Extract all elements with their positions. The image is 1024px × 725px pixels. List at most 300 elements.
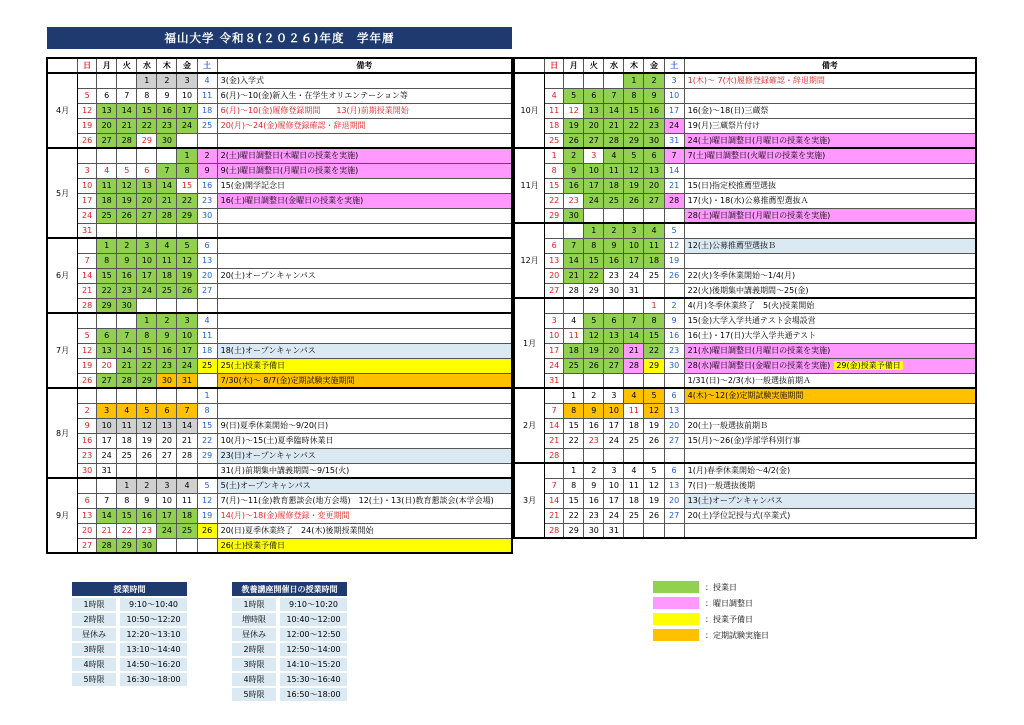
day-cell: 22 <box>644 343 664 358</box>
day-cell: 28 <box>157 208 177 223</box>
day-cell <box>97 73 117 88</box>
note-text: 15(日)指定校推薦型選抜 <box>687 181 777 190</box>
day-cell: 24 <box>177 358 197 373</box>
note-text: 15(金)開学記念日 <box>220 181 286 190</box>
week-row <box>514 193 976 208</box>
day-cell: 31 <box>78 223 97 238</box>
day-cell: 23 <box>78 448 97 463</box>
note-cell <box>684 163 976 178</box>
day-cell: 26 <box>624 193 644 208</box>
day-cell: 30 <box>117 298 137 313</box>
times-row <box>232 627 347 642</box>
day-cell <box>137 298 157 313</box>
note-text: 1(月)春季休業開始～4/2(金) <box>687 466 791 476</box>
week-row <box>514 388 976 403</box>
day-cell: 5 <box>117 163 137 178</box>
day-cell: 15 <box>624 103 644 118</box>
times-row <box>72 672 187 687</box>
day-cell <box>78 73 97 88</box>
note-text: 22(火)後期集中講義期間～25(金) <box>687 285 809 295</box>
day-cell: 18 <box>117 433 137 448</box>
day-cell: 21 <box>177 433 197 448</box>
day-cell: 16 <box>644 103 664 118</box>
week-row <box>514 478 976 493</box>
note-cell <box>217 253 512 268</box>
day-cell: 24 <box>584 193 604 208</box>
day-cell: 31 <box>97 463 117 478</box>
note-cell <box>217 118 512 133</box>
week-row <box>47 328 512 343</box>
day-cell: 5 <box>564 88 584 103</box>
day-cell: 18 <box>564 343 584 358</box>
note-text: 31(月)前期集中講義期間～9/15(火) <box>220 465 350 475</box>
legend-swatch <box>653 581 699 593</box>
note-cell <box>684 373 976 388</box>
day-cell: 18 <box>644 253 664 268</box>
week-row <box>514 118 976 133</box>
note-text: 6(月)～10(金)履修登録期間 13(月)前期授業開始 <box>220 106 409 115</box>
week-row <box>47 88 512 103</box>
day-cell: 7 <box>117 88 137 103</box>
day-cell: 27 <box>197 283 217 298</box>
day-cell: 18 <box>197 343 217 358</box>
day-cell <box>78 148 97 163</box>
day-cell: 8 <box>564 478 584 493</box>
day-cell: 23 <box>137 523 157 538</box>
day-cell: 20 <box>97 358 117 373</box>
note-cell <box>684 238 976 253</box>
week-row <box>47 358 512 373</box>
day-cell <box>644 523 664 538</box>
day-cell: 12 <box>197 493 217 508</box>
day-cell: 30 <box>137 538 157 553</box>
period-time: 12:50～14:00 <box>278 642 347 657</box>
period-label: 1時限 <box>72 597 118 612</box>
day-cell: 10 <box>137 253 157 268</box>
day-cell: 2 <box>117 238 137 253</box>
period-label: 4時限 <box>232 672 278 687</box>
day-cell: 18 <box>157 268 177 283</box>
day-cell <box>78 388 97 403</box>
week-row <box>47 163 512 178</box>
day-cell: 10 <box>664 88 684 103</box>
day-cell <box>78 313 97 328</box>
day-cell: 21 <box>117 118 137 133</box>
day-cell: 26 <box>177 283 197 298</box>
note-text: 28(水)曜日調整日(金曜日の授業を実施) <box>687 361 831 370</box>
note-cell <box>217 388 512 403</box>
day-cell: 13 <box>97 343 117 358</box>
day-cell <box>197 463 217 478</box>
day-cell: 10 <box>177 88 197 103</box>
weekday-header: 火 <box>584 58 604 73</box>
note-text: 1(木)～ 7(水)履修登録確認・辞退期間 <box>687 76 825 86</box>
week-row <box>514 148 976 163</box>
note-cell <box>684 148 976 163</box>
day-cell <box>157 298 177 313</box>
day-cell: 14 <box>624 328 644 343</box>
day-cell: 11 <box>545 103 564 118</box>
week-row <box>47 418 512 433</box>
day-cell: 29 <box>584 283 604 298</box>
day-cell <box>177 463 197 478</box>
day-cell: 3 <box>78 163 97 178</box>
day-cell: 2 <box>157 73 177 88</box>
day-cell: 21 <box>157 193 177 208</box>
legend-label: ：授業予備日 <box>705 614 753 624</box>
note-cell <box>684 358 976 373</box>
legend-label: ：授業日 <box>705 582 737 592</box>
day-cell: 18 <box>624 418 644 433</box>
week-row <box>47 283 512 298</box>
day-cell: 28 <box>664 193 684 208</box>
day-cell: 21 <box>78 283 97 298</box>
times-row <box>232 642 347 657</box>
day-cell: 28 <box>117 133 137 148</box>
week-row <box>514 403 976 418</box>
day-cell: 11 <box>624 403 644 418</box>
day-cell: 18 <box>97 193 117 208</box>
day-cell: 20 <box>584 118 604 133</box>
day-cell: 20 <box>604 343 624 358</box>
day-cell: 4 <box>197 73 217 88</box>
day-cell: 21 <box>117 358 137 373</box>
day-cell: 14 <box>117 103 137 118</box>
day-cell: 14 <box>117 343 137 358</box>
day-cell: 6 <box>78 493 97 508</box>
note-cell <box>684 208 976 223</box>
day-cell: 13 <box>584 103 604 118</box>
day-cell: 8 <box>197 403 217 418</box>
day-cell: 19 <box>177 268 197 283</box>
day-cell: 19 <box>564 118 584 133</box>
day-cell <box>584 298 604 313</box>
note-text: 21(水)曜日調整日(月曜日の授業を実施) <box>687 346 831 355</box>
weekday-header: 水 <box>137 58 157 73</box>
day-cell: 8 <box>545 163 564 178</box>
day-cell: 15 <box>564 493 584 508</box>
day-cell <box>644 373 664 388</box>
day-cell: 19 <box>584 343 604 358</box>
note-cell <box>217 178 512 193</box>
day-cell: 12 <box>644 478 664 493</box>
period-label: 2時限 <box>232 642 278 657</box>
day-cell: 8 <box>584 238 604 253</box>
day-cell: 25 <box>177 523 197 538</box>
note-cell <box>684 298 976 313</box>
month-label: 2月 <box>514 388 545 463</box>
day-cell: 23 <box>197 193 217 208</box>
day-cell: 20 <box>664 493 684 508</box>
day-cell <box>644 448 664 463</box>
day-cell: 1 <box>177 148 197 163</box>
day-cell: 6 <box>545 238 564 253</box>
day-cell: 26 <box>584 358 604 373</box>
day-cell: 9 <box>117 253 137 268</box>
day-cell <box>604 298 624 313</box>
day-cell <box>117 388 137 403</box>
day-cell: 12 <box>137 418 157 433</box>
week-row <box>47 523 512 538</box>
day-cell: 6 <box>604 313 624 328</box>
day-cell: 22 <box>545 193 564 208</box>
note-text: 20(土)学位記授与式(卒業式) <box>687 511 791 520</box>
period-label: 2時限 <box>72 612 118 627</box>
week-row <box>47 463 512 478</box>
day-cell: 12 <box>177 253 197 268</box>
period-time: 16:30～18:00 <box>118 672 187 687</box>
note-text: 19(月)三蔵祭片付け <box>687 121 761 130</box>
note-cell <box>217 433 512 448</box>
note-text: 5(土)オープンキャンパス <box>220 481 311 491</box>
week-row <box>514 343 976 358</box>
day-cell: 22 <box>137 118 157 133</box>
note-cell <box>684 313 976 328</box>
day-cell: 11 <box>197 328 217 343</box>
day-cell: 31 <box>664 133 684 148</box>
day-cell <box>197 298 217 313</box>
day-cell: 17 <box>177 343 197 358</box>
day-cell: 16 <box>197 178 217 193</box>
times-row <box>232 657 347 672</box>
day-cell <box>157 388 177 403</box>
note-cell <box>684 328 976 343</box>
legend-swatch <box>653 629 699 641</box>
day-cell: 24 <box>157 523 177 538</box>
day-cell: 19 <box>78 118 97 133</box>
week-row <box>514 268 976 283</box>
day-cell: 19 <box>137 433 157 448</box>
note-text: 17(火)・18(水)公募推薦型選抜Ａ <box>687 196 809 205</box>
day-cell: 21 <box>664 178 684 193</box>
day-cell: 9 <box>78 418 97 433</box>
day-cell: 26 <box>78 133 97 148</box>
day-cell: 1 <box>545 148 564 163</box>
times-header-row <box>232 582 347 597</box>
week-row <box>47 388 512 403</box>
note-text: 20(土)一般選抜前期Ｂ <box>687 421 769 430</box>
day-cell: 28 <box>117 373 137 388</box>
day-cell: 11 <box>564 328 584 343</box>
day-cell: 7 <box>564 238 584 253</box>
day-cell: 17 <box>584 178 604 193</box>
note-text: 1/31(日)～2/3(水)一般選抜前期Ａ <box>687 375 811 385</box>
day-cell: 5 <box>644 388 664 403</box>
note-cell <box>217 268 512 283</box>
times-row <box>232 672 347 687</box>
note-cell <box>217 103 512 118</box>
note-cell <box>684 193 976 208</box>
day-cell: 21 <box>545 508 564 523</box>
day-cell: 25 <box>644 268 664 283</box>
day-cell <box>664 283 684 298</box>
day-cell: 29 <box>137 133 157 148</box>
day-cell: 25 <box>604 193 624 208</box>
day-cell <box>117 148 137 163</box>
times-row <box>72 642 187 657</box>
day-cell: 21 <box>564 268 584 283</box>
day-cell: 12 <box>644 403 664 418</box>
note-cell <box>217 73 512 88</box>
day-cell: 28 <box>97 538 117 553</box>
day-cell: 11 <box>117 418 137 433</box>
day-cell: 8 <box>137 88 157 103</box>
day-cell <box>78 478 97 493</box>
times-row <box>72 657 187 672</box>
day-cell <box>117 73 137 88</box>
day-cell: 21 <box>604 118 624 133</box>
note-cell <box>217 418 512 433</box>
week-row <box>514 328 976 343</box>
day-cell: 7 <box>117 328 137 343</box>
day-cell: 9 <box>564 163 584 178</box>
day-cell <box>624 298 644 313</box>
week-row <box>514 283 976 298</box>
day-cell: 23 <box>157 118 177 133</box>
day-cell: 30 <box>564 208 584 223</box>
day-cell: 11 <box>197 88 217 103</box>
legend-label: ：定期試験実施日 <box>705 630 769 640</box>
day-cell: 1 <box>624 73 644 88</box>
week-row <box>514 493 976 508</box>
week-row <box>514 508 976 523</box>
day-cell: 28 <box>604 133 624 148</box>
week-row <box>47 478 512 493</box>
day-cell: 9 <box>664 313 684 328</box>
day-cell: 26 <box>644 508 664 523</box>
day-cell: 14 <box>604 103 624 118</box>
month-label: 12月 <box>514 223 545 298</box>
day-cell <box>624 523 644 538</box>
day-cell: 6 <box>137 163 157 178</box>
day-cell: 29 <box>137 373 157 388</box>
day-cell <box>644 208 664 223</box>
day-cell <box>177 223 197 238</box>
month-label: 9月 <box>47 478 78 553</box>
day-cell: 29 <box>177 208 197 223</box>
day-cell: 29 <box>117 538 137 553</box>
day-cell: 15 <box>117 508 137 523</box>
day-cell: 8 <box>644 313 664 328</box>
week-row <box>514 88 976 103</box>
day-cell: 29 <box>644 358 664 373</box>
day-cell: 14 <box>545 493 564 508</box>
day-cell: 25 <box>97 208 117 223</box>
day-cell <box>584 373 604 388</box>
day-cell: 1 <box>137 73 157 88</box>
day-cell: 1 <box>197 388 217 403</box>
week-row <box>514 373 976 388</box>
day-cell: 5 <box>624 148 644 163</box>
day-cell: 13 <box>137 178 157 193</box>
day-cell: 11 <box>624 478 644 493</box>
day-cell: 3 <box>177 73 197 88</box>
weekday-header: 木 <box>157 58 177 73</box>
note-cell <box>217 373 512 388</box>
note-text: 20(日)夏季休業終了 24(木)後期授業開始 <box>220 526 374 535</box>
day-cell: 13 <box>78 508 97 523</box>
week-row <box>47 298 512 313</box>
day-cell: 8 <box>117 493 137 508</box>
day-cell: 15 <box>564 418 584 433</box>
day-cell: 12 <box>564 103 584 118</box>
note-cell <box>217 223 512 238</box>
day-cell: 10 <box>545 328 564 343</box>
day-cell <box>97 313 117 328</box>
month-label: 10月 <box>514 73 545 148</box>
day-cell: 21 <box>97 523 117 538</box>
day-cell <box>177 388 197 403</box>
day-cell: 10 <box>157 493 177 508</box>
note-text: 23(日)オープンキャンパス <box>220 451 316 460</box>
day-cell: 20 <box>644 178 664 193</box>
note-text: 16(金)～18(日)三蔵祭 <box>687 106 769 115</box>
day-cell: 20 <box>137 193 157 208</box>
note-text: 12(土)公募推薦型選抜Ｂ <box>687 241 777 250</box>
note-extra: 29(金)授業予備日 <box>836 361 901 370</box>
day-cell: 7 <box>545 478 564 493</box>
week-row <box>514 298 976 313</box>
note-cell <box>684 523 976 538</box>
day-cell: 2 <box>584 388 604 403</box>
note-text: 4(木)～12(金)定期試験実施期間 <box>687 391 804 401</box>
period-label: 昼休み <box>232 627 278 642</box>
day-cell: 7 <box>604 88 624 103</box>
day-cell: 10 <box>604 478 624 493</box>
day-cell: 9 <box>644 88 664 103</box>
day-cell: 1 <box>644 298 664 313</box>
day-cell: 7 <box>664 148 684 163</box>
day-cell: 24 <box>545 358 564 373</box>
note-text: 3(金)入学式 <box>220 76 264 86</box>
day-cell: 13 <box>604 328 624 343</box>
legend-label: ：曜日調整日 <box>705 598 753 608</box>
day-cell: 12 <box>624 163 644 178</box>
day-cell: 14 <box>78 268 97 283</box>
day-cell <box>157 223 177 238</box>
day-cell: 15 <box>584 253 604 268</box>
day-cell: 16 <box>117 268 137 283</box>
day-cell: 2 <box>604 223 624 238</box>
note-cell <box>217 193 512 208</box>
note-text: 18(土)オープンキャンパス <box>220 346 316 355</box>
day-cell: 20 <box>545 268 564 283</box>
day-cell: 6 <box>157 403 177 418</box>
week-row <box>514 133 976 148</box>
day-cell <box>545 463 564 478</box>
day-cell <box>157 148 177 163</box>
day-cell: 16 <box>137 508 157 523</box>
day-cell: 23 <box>664 343 684 358</box>
day-cell: 17 <box>137 268 157 283</box>
day-cell <box>137 388 157 403</box>
day-cell <box>604 73 624 88</box>
day-cell: 3 <box>97 403 117 418</box>
day-cell <box>604 208 624 223</box>
day-cell: 20 <box>97 118 117 133</box>
note-cell <box>684 448 976 463</box>
day-cell: 20 <box>664 418 684 433</box>
day-cell: 9 <box>137 493 157 508</box>
period-label: 5時限 <box>232 687 278 702</box>
day-cell: 13 <box>545 253 564 268</box>
note-cell <box>684 343 976 358</box>
day-cell: 29 <box>197 448 217 463</box>
header-row <box>47 58 512 73</box>
week-row <box>47 148 512 163</box>
day-cell <box>117 223 137 238</box>
day-cell: 25 <box>624 433 644 448</box>
